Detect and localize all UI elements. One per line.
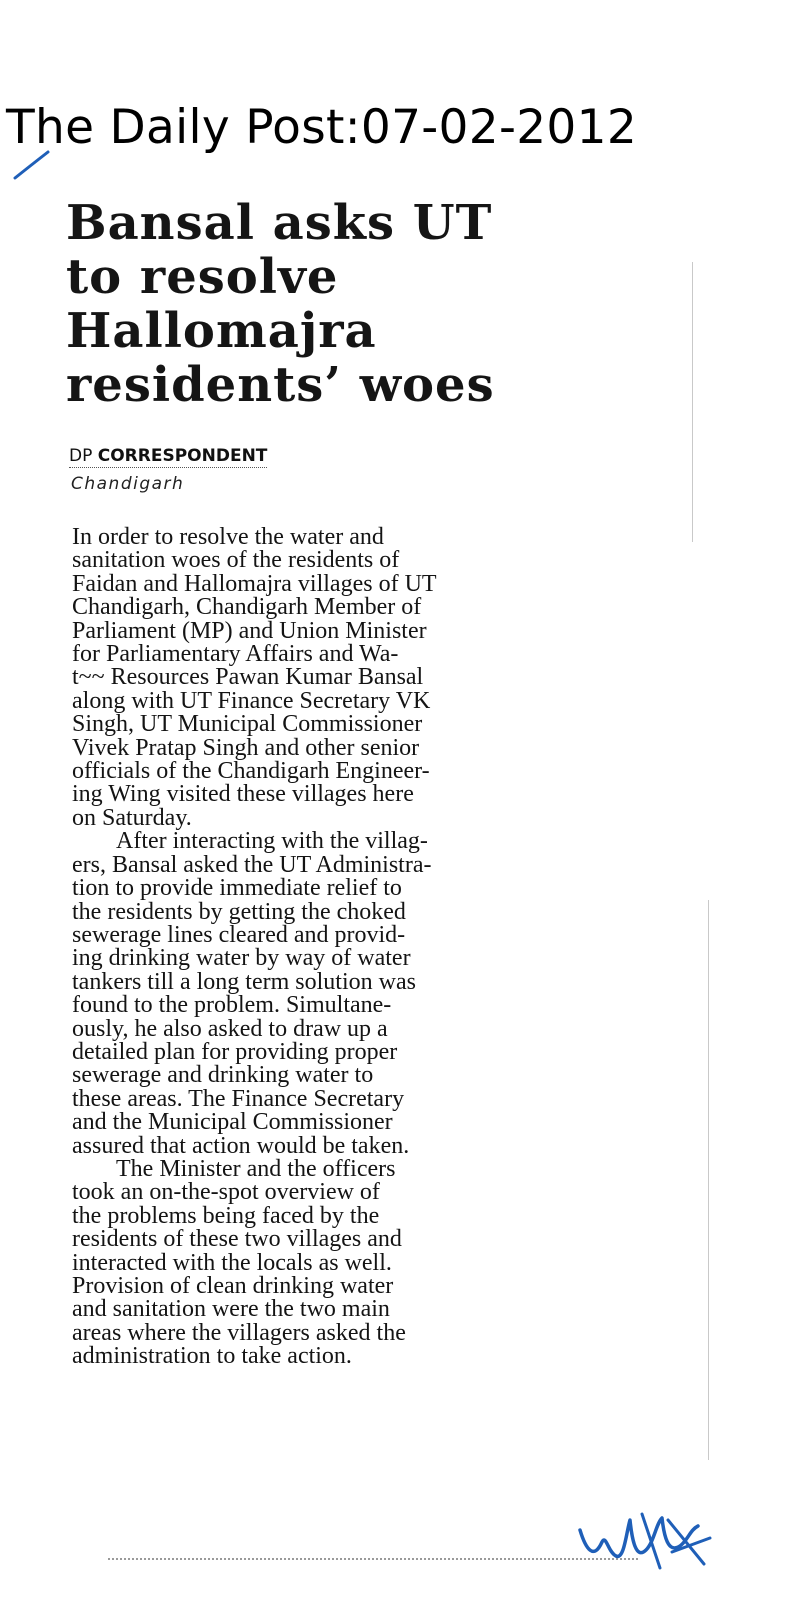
source-label: The Daily Post:07-02-2012 bbox=[6, 100, 638, 155]
body-line: ously, he also asked to draw up a bbox=[72, 1015, 388, 1042]
pen-tick-mark bbox=[12, 148, 52, 184]
body-line: sanitation woes of the residents of bbox=[72, 547, 400, 574]
byline-prefix: DP bbox=[69, 446, 93, 466]
dateline: Chandigarh bbox=[71, 474, 185, 494]
headline-line: Hallomajra bbox=[66, 303, 377, 359]
body-line: t~~ Resources Pawan Kumar Bansal bbox=[72, 664, 424, 691]
headline-line: Bansal asks UT bbox=[66, 195, 493, 251]
body-line: tion to provide immediate relief to bbox=[72, 875, 402, 902]
end-rule bbox=[108, 1558, 638, 1560]
body-line: officials of the Chandigarh Engineer- bbox=[72, 758, 430, 785]
body-line: Provision of clean drinking water bbox=[72, 1273, 394, 1299]
body-line: ers, Bansal asked the UT Administra- bbox=[72, 851, 432, 878]
body-line: the residents by getting the choked bbox=[72, 898, 406, 925]
body-line: for Parliamentary Affairs and Wa- bbox=[72, 641, 399, 668]
body-line: The Minister and the officers bbox=[116, 1155, 396, 1182]
body-line: areas where the villagers asked the bbox=[72, 1319, 406, 1346]
body-line: ing drinking water by way of water bbox=[72, 945, 411, 972]
body-line: detailed plan for providing proper bbox=[72, 1038, 398, 1065]
byline bbox=[69, 446, 267, 468]
body-line: ing Wing visited these villages here bbox=[72, 781, 414, 808]
body-line: Faidan and Hallomajra villages of UT bbox=[72, 570, 437, 597]
body-line: found to the problem. Simultane- bbox=[72, 992, 392, 1019]
body-line: on Saturday. bbox=[72, 804, 192, 831]
headline-line: residents’ woes bbox=[66, 357, 495, 413]
headline-line: to resolve bbox=[66, 249, 339, 305]
handwritten-signature bbox=[572, 1490, 712, 1580]
article-body bbox=[72, 526, 662, 1369]
body-line: In order to resolve the water and bbox=[72, 524, 384, 550]
byline-role: CORRESPONDENT bbox=[97, 446, 268, 466]
body-line: Chandigarh, Chandigarh Member of bbox=[72, 594, 422, 621]
body-line: administration to take action. bbox=[72, 1343, 352, 1370]
body-line: residents of these two villages and bbox=[72, 1226, 402, 1253]
body-line: After interacting with the villag- bbox=[116, 828, 428, 855]
body-line: these areas. The Finance Secretary bbox=[72, 1085, 405, 1112]
body-line: the problems being faced by the bbox=[72, 1202, 380, 1229]
body-line: along with UT Finance Secretary VK bbox=[72, 687, 431, 714]
body-line: interacted with the locals as well. bbox=[72, 1249, 392, 1276]
body-line: sewerage and drinking water to bbox=[72, 1062, 374, 1089]
body-line: took an on-the-spot overview of bbox=[72, 1179, 380, 1206]
body-line: and sanitation were the two main bbox=[72, 1296, 390, 1323]
body-line: assured that action would be taken. bbox=[72, 1132, 410, 1159]
body-line: tankers till a long term solution was bbox=[72, 968, 416, 995]
body-line: Vivek Pratap Singh and other senior bbox=[72, 734, 420, 761]
body-line: Singh, UT Municipal Commissioner bbox=[72, 711, 423, 738]
column-rule bbox=[692, 262, 693, 542]
body-line: sewerage lines cleared and provid- bbox=[72, 921, 406, 948]
headline bbox=[66, 196, 686, 412]
column-rule bbox=[708, 900, 709, 1460]
body-line: and the Municipal Commissioner bbox=[72, 1109, 393, 1136]
body-line: Parliament (MP) and Union Minister bbox=[72, 617, 427, 644]
